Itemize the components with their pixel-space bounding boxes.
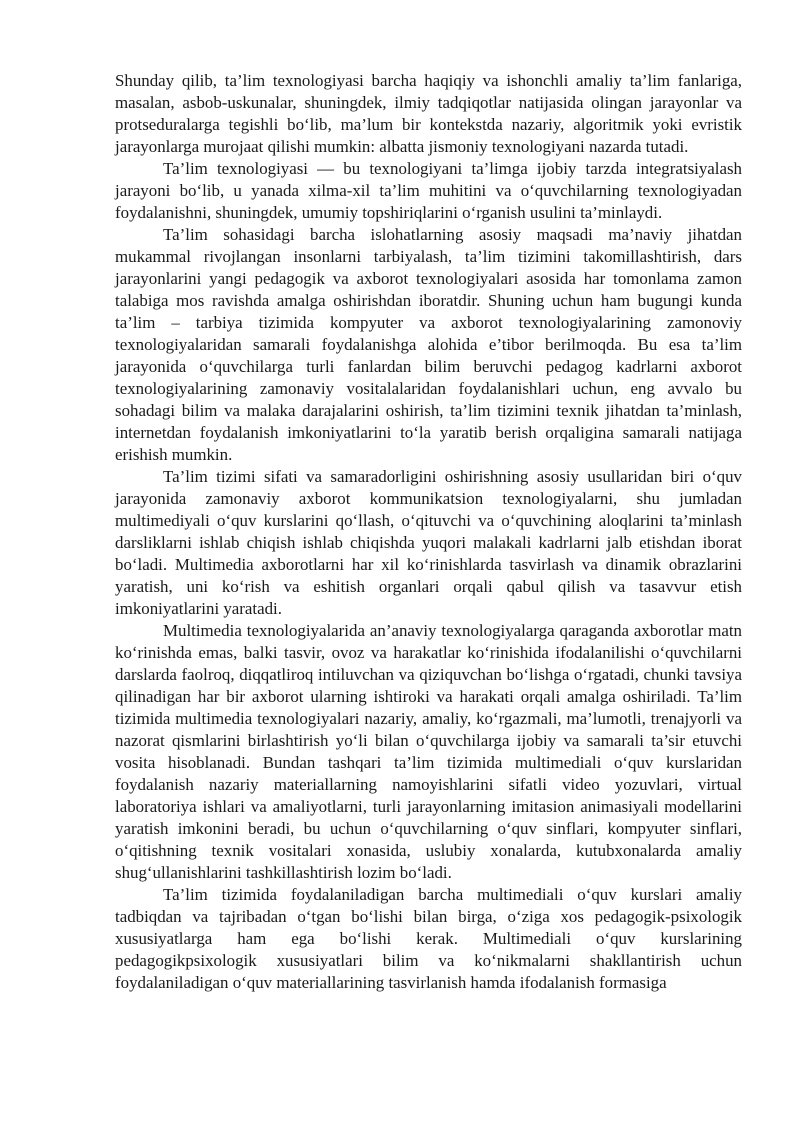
paragraph-6: Ta’lim tizimida foydalaniladigan barcha multimediali o‘quv kurslari amaliy tadbiqdan va tajribadan o‘tgan bo‘lishi bilan birga, o‘ziga xos pedagogik-psixologik xususiyatlarga ham ega bo‘lishi kerak. Multimediali o‘quv kurslarining pedagogikpsixologik xususiyatlari bilim va ko‘nikmalarni shakllantirish uchun foydalaniladigan o‘quv materiallarining tasvirlanish hamda ifodalanish formasiga: [115, 885, 742, 992]
paragraph-1: Shunday qilib, ta’lim texnologiyasi barcha haqiqiy va ishonchli amaliy ta’lim fanlariga, masalan, asbob-uskunalar, shuningdek, ilmiy tadqiqotlar natijasida olingan jarayonlar va protseduralarga tegishli bo‘lib, ma’lum bir kontekstda nazariy, algoritmik yoki evristik jarayonlarga murojaat qilishi mumkin: albatta jismoniy texnologiyani nazarda tutadi.: [115, 71, 742, 156]
paragraph-2: Ta’lim texnologiyasi — bu texnologiyani ta’limga ijobiy tarzda integratsiyalash jarayoni bo‘lib, u yanada xilma-xil ta’lim muhitini va o‘quvchilarning texnologiyadan foydalanishni, shuningdek, umumiy topshiriqlarini o‘rganish usulini ta’minlaydi.: [115, 159, 742, 222]
paragraph-4: Ta’lim tizimi sifati va samaradorligini oshirishning asosiy usullaridan biri o‘quv jarayonida zamonaviy axborot kommunikatsion texnologiyalarni, shu jumladan multimediyali o‘quv kurslarini qo‘llash, o‘qituvchi va o‘quvchining aloqlarini ta’minlash darsliklarni ishlab chiqish ishlab chiqishda yuqori malakali kadrlarni jalb etishdan iborat bo‘ladi. Multimedia axborotlarni har xil ko‘rinishlarda tasvirlash va dinamik obrazlarini yaratish, uni ko‘rish va eshitish organlari orqali qabul qilish va tasavvur etish imkoniyatlarini yaratadi.: [115, 467, 742, 618]
paragraph-5: Multimedia texnologiyalarida an’anaviy texnologiyalarga qaraganda axborotlar matn ko‘rinishda emas, balki tasvir, ovoz va harakatlar ko‘rinishida ifodalanilishi o‘quvchilarni darslarda faolroq, diqqatliroq intiluvchan va qiziquvchan bo‘lishga o‘rgatadi, chunki tavsiya qilinadigan har bir axborot ularning ishtiroki va harakati orqali amalga oshiriladi. Ta’lim tizimida multimedia texnologiyalari nazariy, amaliy, ko‘rgazmali, ma’lumotli, trenajyorli va nazorat qismlarini birlashtirish yo‘li bilan o‘quvchilarga ijobiy va samarali ta’sir etuvchi vosita hisoblanadi. Bundan tashqari ta’lim tizimida multimediali o‘quv kurslaridan foydalanish nazariy materiallarning namoyishlarini sifatli video yozuvlari, virtual laboratoriya ishlari va amaliyotlarni, turli jarayonlarning imitasion animasiyali modellarini yaratish imkonini beradi, bu uchun o‘quvchilarning o‘quv sinflari, kompyuter sinflari, o‘qitishning texnik vositalari xonasida, uslubiy xonalarda, kutubxonalarda amaliy shug‘ullanishlarini tashkillashtirish lozim bo‘ladi.: [115, 621, 742, 882]
document-page: [115, 70, 742, 994]
paragraph-3: Ta’lim sohasidagi barcha islohatlarning asosiy maqsadi ma’naviy jihatdan mukammal rivojlangan insonlarni tarbiyalash, ta’lim tizimini takomillashtirish, dars jarayonlarini yangi pedagogik va axborot texnologiyalari asosida har tomonlama zamon talabiga mos ravishda amalga oshirishdan iboratdir. Shuning uchun ham bugungi kunda ta’lim – tarbiya tizimida kompyuter va axborot texnologiyalarining zamonoviy texnologiyalaridan samarali foydalanishga alohida e’tibor berilmoqda. Bu esa ta’lim jarayonida o‘quvchilarga turli fanlardan bilim beruvchi pedagog kadrlarni axborot texnologiyalarining zamonaviy vositalalaridan foydalanishlari uchun, eng avvalo bu sohadagi bilim va malaka darajalarini oshirish, ta’lim tizimini texnik jihatdan ta’minlash, internetdan foydalanish imkoniyatlarini to‘la yaratib berish orqaligina samarali natijaga erishish mumkin.: [115, 225, 742, 464]
